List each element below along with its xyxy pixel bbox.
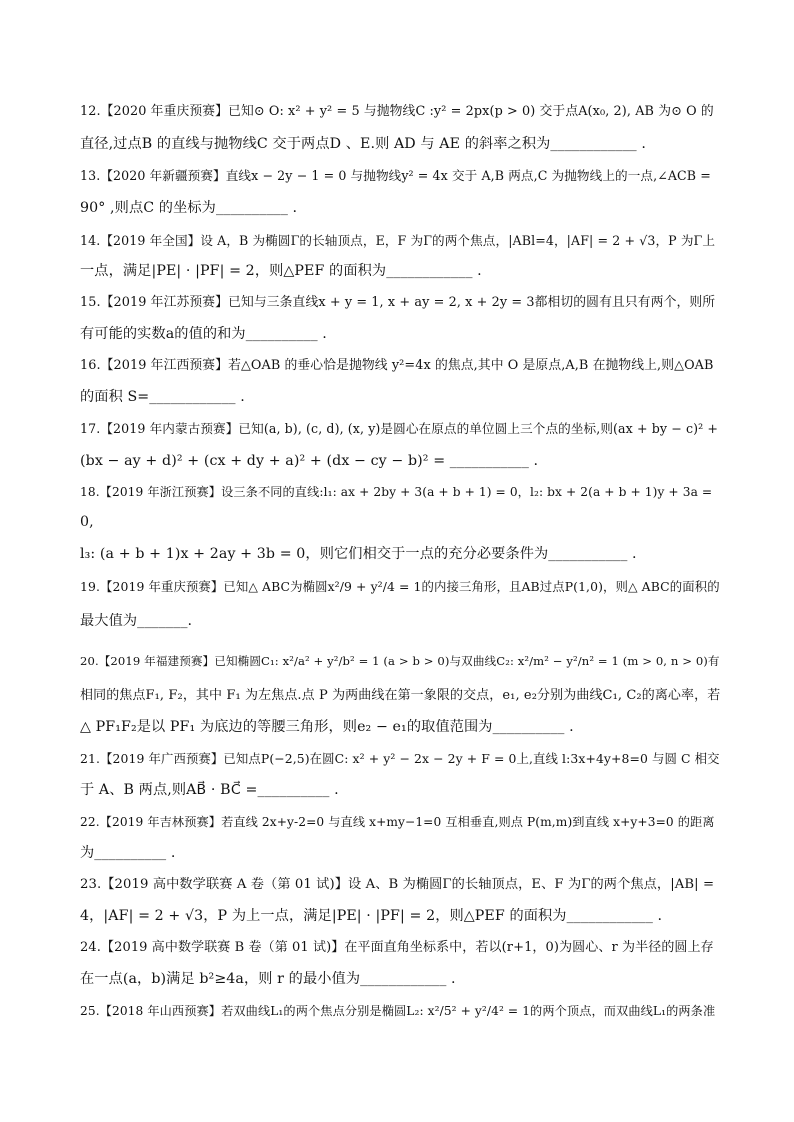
problem-14-line-1: 14.【2019 年全国】设 A，B 为椭圆Γ的长轴顶点，E，F 为Γ的两个焦点，|ABl=4，|AF| = 2 + √3，P 为Γ上 xyxy=(80,233,716,248)
problem-19-line-1: 19.【2019 年重庆预赛】已知△ ABC为椭圆x²/9 + y²/4 = 1的内接三角形，且AB过点P(1,0)，则△ ABC的面积的 xyxy=(80,579,720,594)
problem-15-line-2: 有可能的实数a的值的和为__________ . xyxy=(80,326,327,342)
problem-24-line-1: 24.【2019 高中数学联赛 B 卷（第 01 试)】在平面直角坐标系中，若以(r+1，0)为圆心、r 为半径的圆上存 xyxy=(80,940,714,955)
problem-12-line-2: 直径,过点B 的直线与抛物线C 交于两点D 、E.则 AD 与 AE 的斜率之积为____________ . xyxy=(80,136,646,152)
problem-13-line-2: 90° ,则点C 的坐标为__________ . xyxy=(80,200,298,216)
problem-23-line-1: 23.【2019 高中数学联赛 A 卷（第 01 试)】设 A、B 为椭圆Γ的长轴顶点，E、F 为Γ的两个焦点，|AB| = xyxy=(80,877,715,892)
problem-20-line-3: △ PF₁F₂是以 PF₁ 为底边的等腰三角形，则e₂ − e₁的取值范围为__________ . xyxy=(80,719,574,735)
problem-18-line-1: 18.【2019 年浙江预赛】设三条不同的直线:l₁: ax + 2by + 3(a + b + 1) = 0，l₂: bx + 2(a + b + 1)y + 3a = xyxy=(80,485,713,499)
problem-22-line-1: 22.【2019 年吉林预赛】若直线 2x+y-2=0 与直线 x+my−1=0 互相垂直,则点 P(m,m)到直线 x+y+3=0 的距离 xyxy=(80,815,715,829)
problem-14-line-2: 一点，满足|PE| · |PF| = 2，则△PEF 的面积为____________ . xyxy=(80,263,482,279)
problem-15-line-1: 15.【2019 年江苏预赛】已知与三条直线x + y = 1, x + ay = 2, x + 2y = 3都相切的圆有且只有两个，则所 xyxy=(80,295,716,310)
problem-20-line-1: 20.【2019 年福建预赛】已知椭圆C₁: x²/a² + y²/b² = 1 (a > b > 0)与双曲线C₂: x²/m² − y²/n² = 1 (m > 0, n > 0)有 xyxy=(80,654,720,668)
problem-24-line-2: 在一点(a，b)满足 b²≥4a，则 r 的最小值为____________ . xyxy=(80,971,456,987)
problem-17-line-1: 17.【2019 年内蒙古预赛】已知(a, b), (c, d), (x, y)是圆心在原点的单位圆上三个点的坐标,则(ax + by − c)² + xyxy=(80,421,719,436)
problem-16-line-2: 的面积 S=____________ . xyxy=(80,389,245,405)
problem-21-line-1: 21.【2019 年广西预赛】已知点P(−2,5)在圆C: x² + y² − 2x − 2y + F = 0上,直线 l:3x+4y+8=0 与圆 C 相交 xyxy=(80,751,720,766)
problem-23-line-2: 4，|AF| = 2 + √3，P 为上一点，满足|PE| · |PF| = 2，则△PEF 的面积为____________ . xyxy=(80,908,663,924)
problem-17-line-2: (bx − ay + d)² + (cx + dy + a)² + (dx − cy − b)² = ___________ . xyxy=(80,453,539,469)
problem-25-line-1: 25.【2018 年山西预赛】若双曲线L₁的两个焦点分别是椭圆L₂: x²/5² + y²/4² = 1的两个顶点，而双曲线L₁的两条准 xyxy=(80,1004,716,1018)
problem-16-line-1: 16.【2019 年江西预赛】若△OAB 的垂心恰是抛物线 y²=4x 的焦点,其中 O 是原点,A,B 在抛物线上,则△OAB xyxy=(80,358,714,373)
problem-22-line-2: 为__________ . xyxy=(80,845,176,861)
problem-18-line-3: l₃: (a + b + 1)x + 2ay + 3b = 0，则它们相交于一点的充分必要条件为___________ . xyxy=(80,546,637,562)
problem-20-line-2: 相同的焦点F₁, F₂，其中 F₁ 为左焦点.点 P 为两曲线在第一象限的交点，e₁, e₂分别为曲线C₁, C₂的离心率，若 xyxy=(80,688,720,703)
problem-18-line-2: 0, xyxy=(80,514,94,530)
problem-19-line-2: 最大值为_______. xyxy=(80,613,193,629)
problem-21-line-2: 于 A、B 两点,则AB⃗ · BC⃗ =__________ . xyxy=(80,782,339,798)
problem-13-line-1: 13.【2020 年新疆预赛】直线x − 2y − 1 = 0 与抛物线y² = 4x 交于 A,B 两点,C 为抛物线上的一点,∠ACB = xyxy=(80,168,711,183)
problem-12-line-1: 12.【2020 年重庆预赛】已知⊙ O: x² + y² = 5 与抛物线C :y² = 2px(p > 0) 交于点A(x₀, 2), AB 为⊙ O 的 xyxy=(80,104,714,119)
